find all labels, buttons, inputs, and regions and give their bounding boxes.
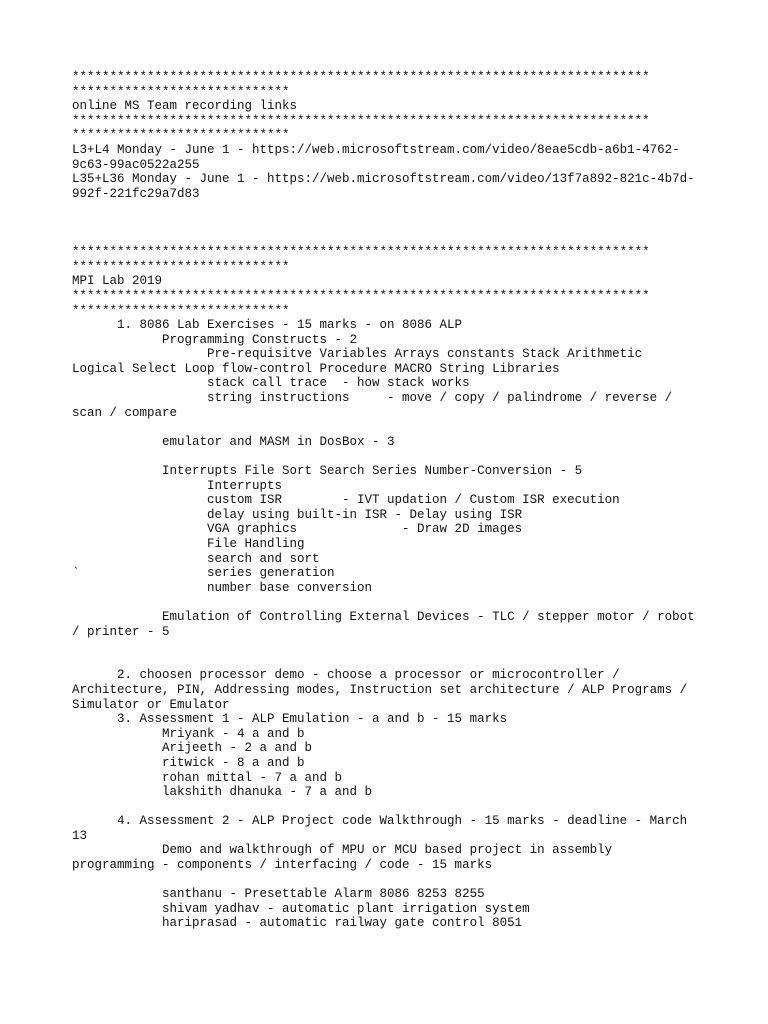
separator-line: ***************************************************************************** xyxy=(72,70,650,84)
separator-line: ***************************** xyxy=(72,128,290,143)
text-line: stack call trace - how stack works xyxy=(72,376,470,391)
text-line xyxy=(72,231,702,246)
text-line: hariprasad - automatic railway gate control 8051 xyxy=(72,916,523,931)
text-line: string instructions - move / copy / palindrome / reverse / xyxy=(72,391,673,406)
text-line xyxy=(72,873,702,888)
separator-line: ***************************************************************************** xyxy=(72,288,650,303)
text-line: L35+L36 Monday - June 1 - https://web.microsoftstream.com/video/13f7a892-821c-4b7d- xyxy=(72,172,695,187)
text-line: 3. Assessment 1 - ALP Emulation - a and b - 15 marks xyxy=(72,712,508,727)
document-body xyxy=(72,70,702,931)
text-line xyxy=(72,639,702,654)
text-line: emulator and MASM in DosBox - 3 xyxy=(72,434,395,449)
text-line: ritwick - 8 a and b xyxy=(72,755,305,770)
separator-line: ***************************** xyxy=(72,259,290,274)
text-line: 13 xyxy=(72,828,88,843)
text-line: 4. Assessment 2 - ALP Project code Walkthrough - 15 marks - deadline - March xyxy=(72,814,688,829)
separator-line: ***************************************************************************** xyxy=(72,245,650,260)
text-line: 1. 8086 Lab Exercises - 15 marks - on 8086 ALP xyxy=(72,318,463,333)
text-line: ` series generation xyxy=(72,566,335,581)
text-line: Pre-requisitve Variables Arrays constants Stack Arithmetic xyxy=(72,347,643,362)
text-line xyxy=(72,216,702,231)
text-line xyxy=(72,800,702,815)
text-line: Emulation of Controlling External Devices - TLC / stepper motor / robot xyxy=(72,609,695,624)
text-line: delay using built-in ISR - Delay using ISR xyxy=(72,507,523,522)
text-line: 992f-221fc29a7d83 xyxy=(72,186,200,201)
separator-line: ***************************** xyxy=(72,303,290,318)
text-line: / printer - 5 xyxy=(72,624,170,639)
separator-line: ***************************************************************************** xyxy=(72,113,650,128)
text-line: scan / compare xyxy=(72,405,178,420)
text-line: shivam yadhav - automatic plant irrigation system xyxy=(72,901,530,916)
text-line: Architecture, PIN, Addressing modes, Instruction set architecture / ALP Programs / xyxy=(72,682,688,697)
text-line: Programming Constructs - 2 xyxy=(72,332,358,347)
text-line: online MS Team recording links xyxy=(72,99,298,114)
text-line: L3+L4 Monday - June 1 - https://web.microsoftstream.com/video/8eae5cdb-a6b1-4762- xyxy=(72,142,680,157)
text-line: custom ISR - IVT updation / Custom ISR execution xyxy=(72,493,620,508)
text-line: number base conversion xyxy=(72,580,373,595)
text-line: Logical Select Loop flow-control Procedure MACRO String Libraries xyxy=(72,361,560,376)
text-line: Interrupts xyxy=(72,478,283,493)
text-line xyxy=(72,449,702,464)
text-line xyxy=(72,654,702,669)
text-line: santhanu - Presettable Alarm 8086 8253 8255 xyxy=(72,887,485,902)
text-line: 2. choosen processor demo - choose a processor or microcontroller / xyxy=(72,668,620,683)
text-line: Demo and walkthrough of MPU or MCU based project in assembly xyxy=(72,843,613,858)
text-line: search and sort xyxy=(72,551,320,566)
text-line: File Handling xyxy=(72,537,305,551)
text-line: rohan mittal - 7 a and b xyxy=(72,770,343,785)
text-line xyxy=(72,201,702,216)
text-line: VGA graphics - Draw 2D images xyxy=(72,522,523,537)
text-line: 9c63-99ac0522a255 xyxy=(72,157,200,172)
text-line xyxy=(72,420,702,435)
text-line: lakshith dhanuka - 7 a and b xyxy=(72,785,373,800)
text-line: Arijeeth - 2 a and b xyxy=(72,741,313,756)
text-line: Simulator or Emulator xyxy=(72,697,230,712)
text-line: programming - components / interfacing / code - 15 marks xyxy=(72,858,493,873)
text-line: Mriyank - 4 a and b xyxy=(72,726,305,741)
text-line: Interrupts File Sort Search Series Number-Conversion - 5 xyxy=(72,464,583,479)
text-line xyxy=(72,595,702,610)
separator-line: ***************************** xyxy=(72,84,290,99)
text-line: MPI Lab 2019 xyxy=(72,274,163,289)
